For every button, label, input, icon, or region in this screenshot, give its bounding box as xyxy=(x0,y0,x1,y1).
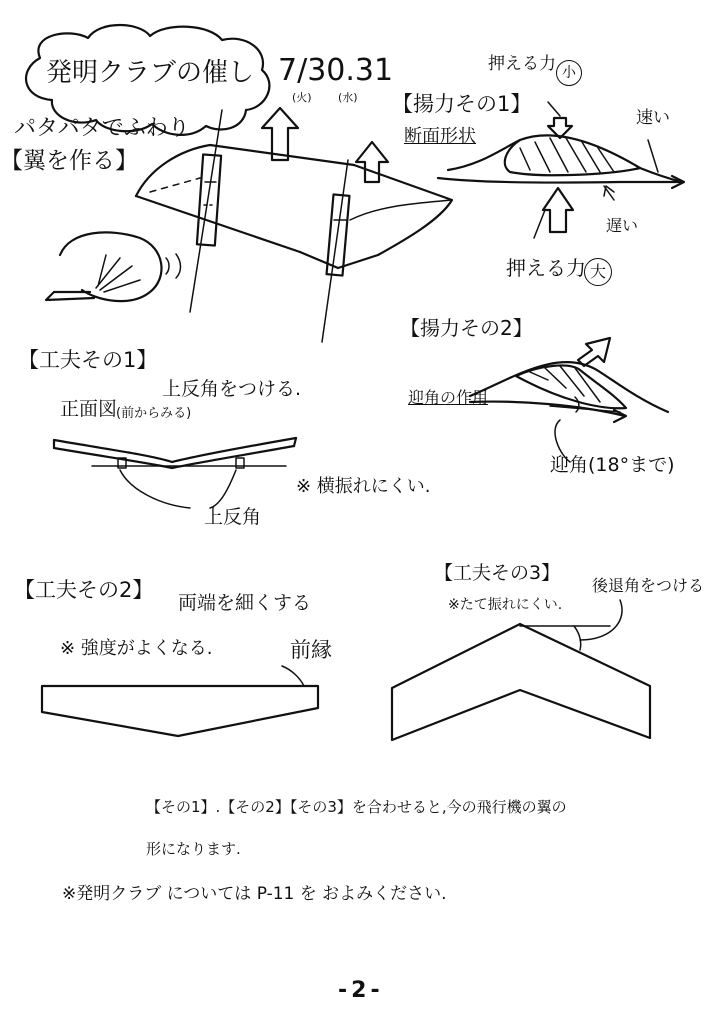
page-number: -2- xyxy=(338,978,384,1003)
section-lift-2: 【揚力その2】 xyxy=(400,316,533,340)
sweep-add-label: 後退角をつける xyxy=(592,576,705,595)
section-idea-3: 【工夫その3】 xyxy=(434,562,561,584)
strength-note: ※ 強度がよくなる. xyxy=(60,638,213,659)
event-day-1: (火) xyxy=(292,91,312,104)
fast-label: 速い xyxy=(636,108,670,128)
tapered-wing xyxy=(42,666,318,736)
press-force-small-label: 押える力 xyxy=(488,54,556,74)
cross-section-label: 断面形状 xyxy=(404,126,476,147)
dihedral-add-label: 上反角をつける. xyxy=(162,378,302,400)
dihedral-label: 上反角 xyxy=(204,506,262,528)
section-idea-1: 【工夫その1】 xyxy=(18,348,158,372)
section-idea-2: 【工夫その2】 xyxy=(14,578,154,602)
taper-label: 両端を細くする xyxy=(178,592,312,614)
section-make-wings: 【翼を作る】 xyxy=(0,148,138,174)
event-subtitle: パタパタでふわり xyxy=(14,116,190,141)
slow-label: 遅い xyxy=(606,216,639,235)
angle-of-attack-sketch xyxy=(470,338,668,462)
event-date: 7/30.31 xyxy=(278,53,394,88)
front-view-note: (前からみる) xyxy=(116,406,192,421)
club-note: ※発明クラブ については P-11 を およみください. xyxy=(62,884,447,904)
section-lift-1: 【揚力その1】 xyxy=(392,92,532,116)
fan-sketch xyxy=(46,232,181,301)
angle-limit-label: 迎角(18°まで) xyxy=(550,454,675,476)
angle-effect-label: 迎角の作用 xyxy=(408,388,489,407)
roll-stability-note: ※ 横振れにくい. xyxy=(296,476,431,497)
large-badge: 大 xyxy=(584,258,612,286)
dihedral-wing xyxy=(54,438,296,508)
small-badge: 小 xyxy=(556,60,582,86)
summary-line-1: 【その1】.【その2】【その3】を合わせると,今の飛行機の翼の xyxy=(146,798,567,816)
leading-edge-label: 前縁 xyxy=(290,638,332,662)
press-force-large-label: 押える力 xyxy=(506,256,586,280)
front-view-label: 正面図 xyxy=(60,398,118,420)
swept-wing xyxy=(392,597,650,740)
yaw-stability-note: ※たて振れにくい. xyxy=(448,597,563,613)
cloud-title: 発明クラブの催し xyxy=(46,58,255,88)
summary-line-2: 形になります. xyxy=(146,840,241,858)
event-day-2: (水) xyxy=(338,91,358,104)
